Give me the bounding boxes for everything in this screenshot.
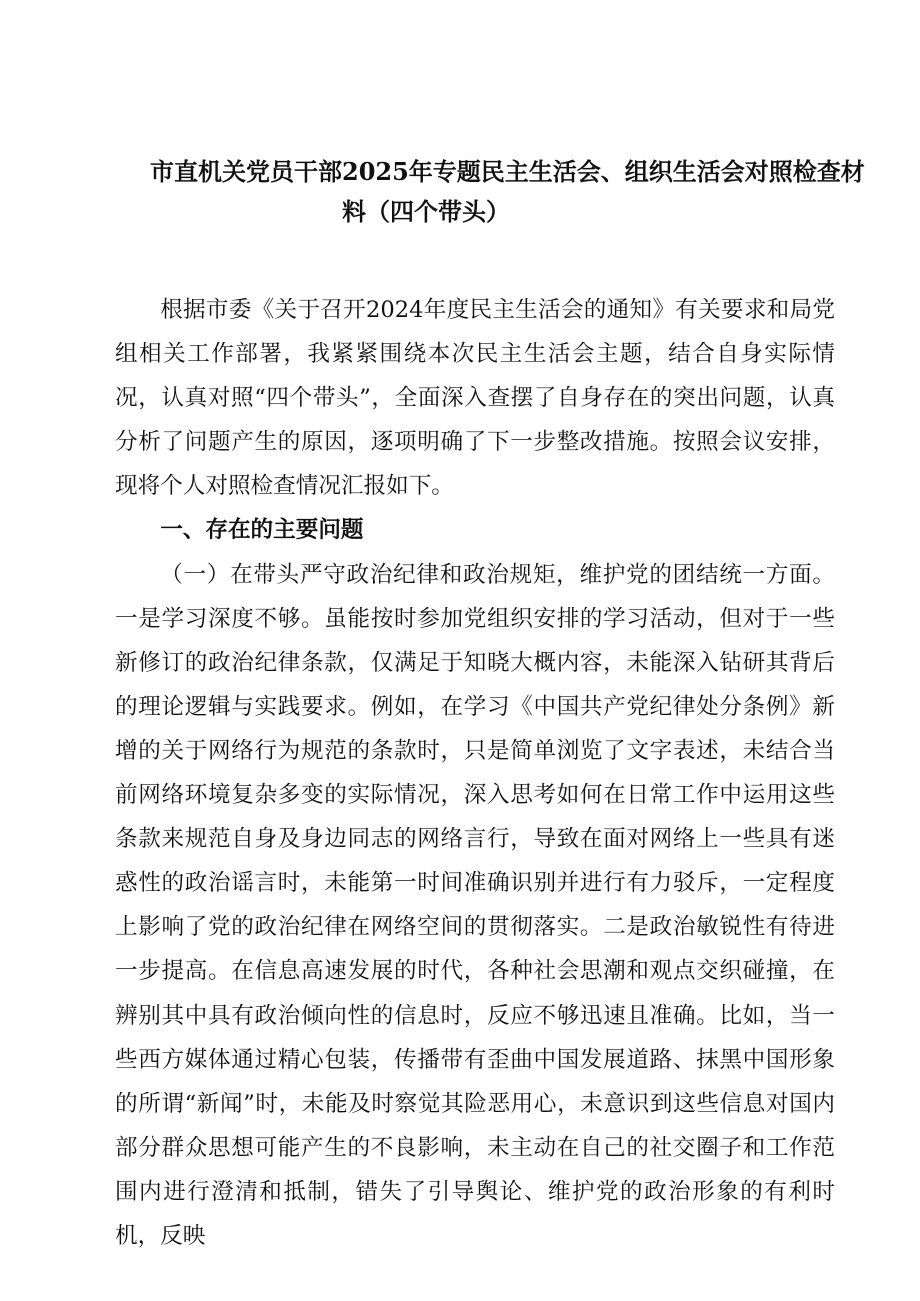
document-title xyxy=(150,152,865,232)
section-paragraph: （一）在带头严守政治纪律和政治规矩，维护党的团结统一方面。一是学习深度不够。虽能按时参加党组织安排的学习活动，但对于一些新修订的政治纪律条款，仅满足于知晓大概内容，未能深入钻研其背后的理论逻辑与实践要求。例如，在学习《中国共产党纪律处分条例》新增的关于网络行为规范的条款时，只是简单浏览了文字表述，未结合当前网络环境复杂多变的实际情况，深入思考如何在日常工作中运用这些条款来规范自身及身边同志的网络言行，导致在面对网络上一些具有迷惑性的政治谣言时，未能第一时间准确识别并进行有力驳斥，一定程度上影响了党的政治纪律在网络空间的贯彻落实。二是政治敏锐性有待进一步提高。在信息高速发展的时代，各种社会思潮和观点交织碰撞，在辨别其中具有政治倾向性的信息时，反应不够迅速且准确。比如，当一些西方媒体通过精心包装，传播带有歪曲中国发展道路、抹黑中国形象的所谓“新闻”时，未能及时察觉其险恶用心，未意识到这些信息对国内部分群众思想可能产生的不良影响，未主动在自己的社交圈子和工作范围内进行澄清和抵制，错失了引导舆论、维护党的政治形象的有利时机，反映 xyxy=(115,561,835,1249)
title-line-2: 料（四个带头） xyxy=(342,197,510,226)
section-heading: 一、存在的主要问题 xyxy=(160,517,364,544)
intro-paragraph: 根据市委《关于召开2024年度民主生活会的通知》有关要求和局党组相关工作部署，我紧紧围绕本次民主生活会主题，结合自身实际情况，认真对照“四个带头”，全面深入查摆了自身存在的突出问题，认真分析了问题产生的原因，逐项明确了下一步整改措施。按照会议安排，现将个人对照检查情况汇报如下。 xyxy=(115,297,835,500)
title-line-1: 市直机关党员干部2025年专题民主生活会、组织生活会对照检查材 xyxy=(150,157,865,186)
document-body xyxy=(115,288,835,1258)
